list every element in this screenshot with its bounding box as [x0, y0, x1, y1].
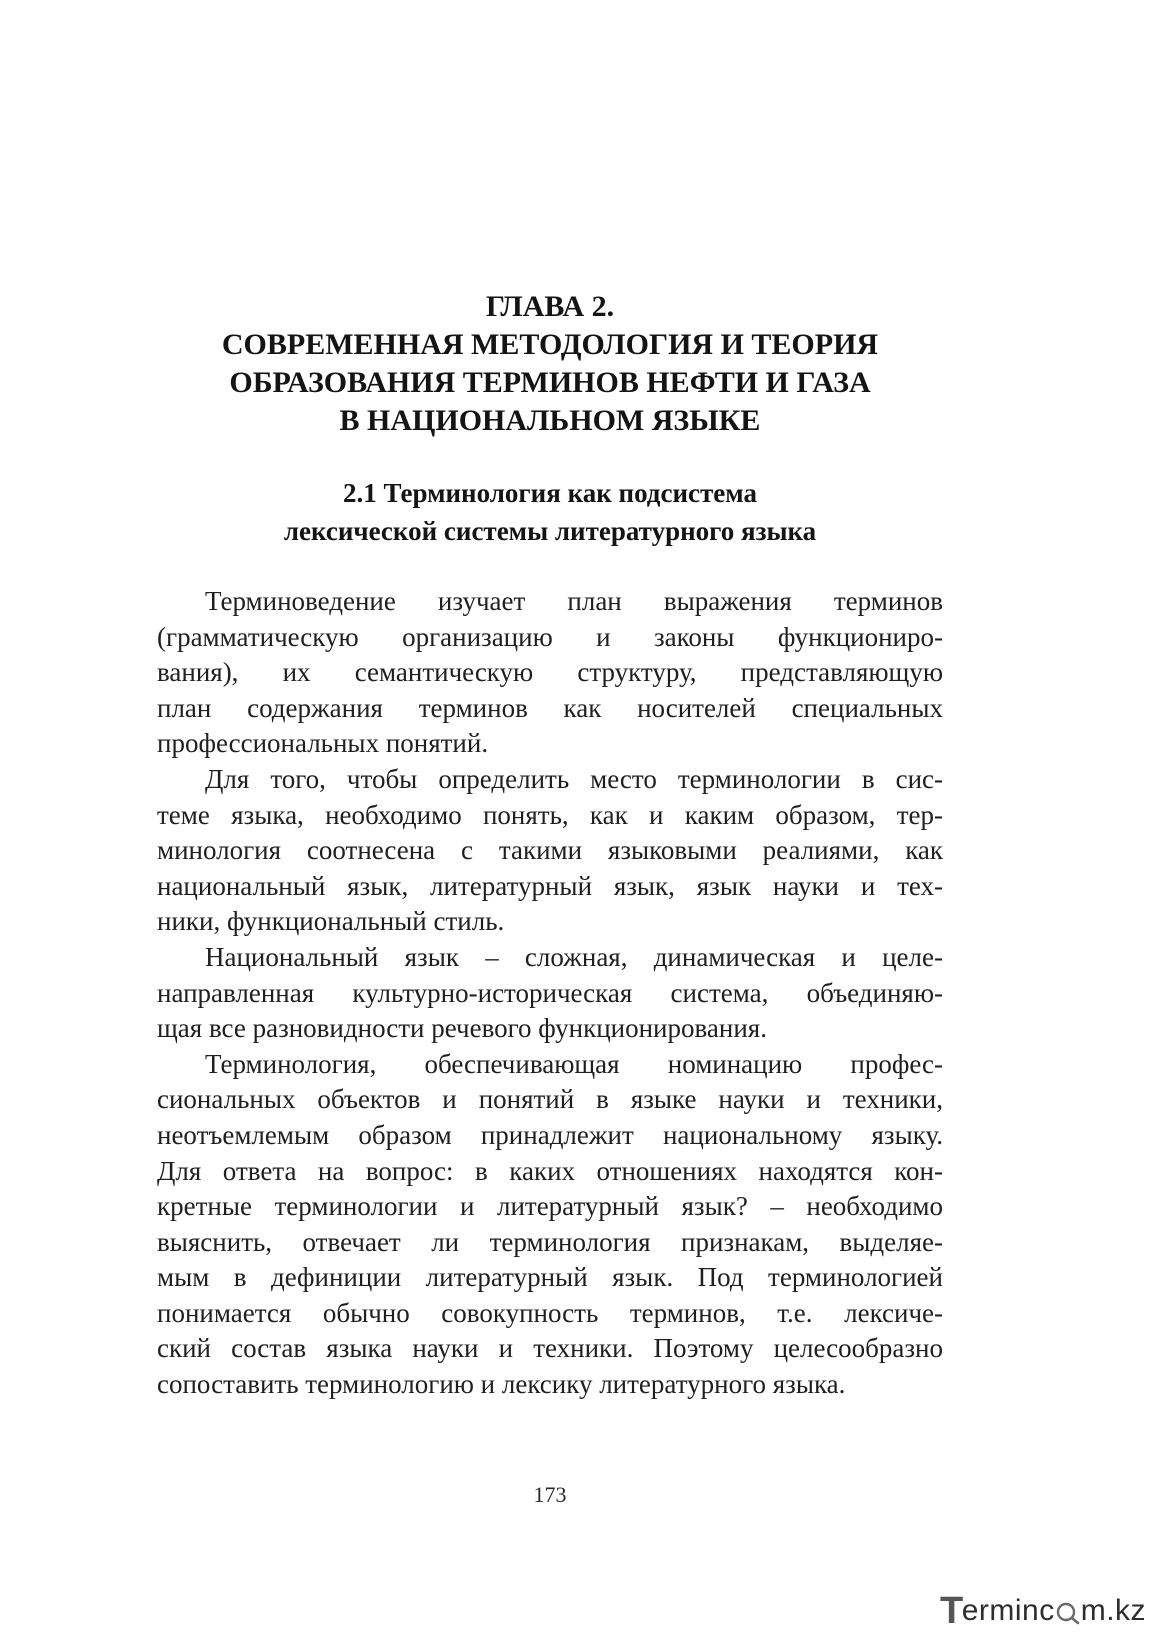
watermark-logo-text: m.kz: [1080, 1594, 1147, 1627]
text-line: ский состав языка науки и техники. Поэтому целесообразно: [157, 1333, 943, 1364]
chapter-title-line: СОВРЕМЕННАЯ МЕТОДОЛОГИЯ И ТЕОРИЯ: [221, 328, 879, 361]
chapter-title: [0, 288, 1100, 440]
watermark-logo-text: erminc: [961, 1594, 1055, 1627]
text-line: профессиональных понятий.: [157, 728, 489, 759]
chapter-title-line: ГЛАВА 2.: [485, 290, 615, 323]
text-line: ники, функциональный стиль.: [157, 906, 505, 937]
chapter-title-line: В НАЦИОНАЛЬНОМ ЯЗЫКЕ: [339, 404, 761, 437]
section-heading: [0, 474, 1100, 550]
text-line: минология соотнесена с такими языковыми реалиями, как: [157, 835, 943, 866]
page-number: 173: [533, 1482, 567, 1507]
text-line: национальный язык, литературный язык, язык науки и тех-: [157, 870, 943, 901]
section-heading-line: лексической системы литературного языка: [283, 516, 817, 546]
chapter-title-line: ОБРАЗОВАНИЯ ТЕРМИНОВ НЕФТИ И ГАЗА: [229, 366, 871, 399]
watermark-logo-t: T: [940, 1589, 964, 1632]
text-line: направленная культурно-историческая система, объединяю-: [157, 977, 943, 1008]
magnifier-icon: [1055, 1594, 1081, 1628]
text-line: Терминология, обеспечивающая номинацию профес-: [205, 1048, 943, 1079]
text-line: неотъемлемым образом принадлежит национальному языку.: [157, 1119, 943, 1150]
text-line: Для того, чтобы определить место терминологии в сис-: [205, 763, 943, 794]
text-line: Национальный язык – сложная, динамическая и целе-: [205, 941, 943, 972]
paragraph: [157, 762, 943, 940]
watermark-logo: [940, 1589, 1147, 1632]
paragraph: [157, 584, 943, 762]
text-line: щая все разновидности речевого функционирования.: [157, 1013, 767, 1044]
text-line: понимается обычно совокупность терминов, т.е. лексиче-: [157, 1297, 943, 1328]
text-line: вания), их семантическую структуру, представляющую: [157, 657, 943, 688]
text-line: мым в дефиниции литературный язык. Под терминологией: [157, 1262, 943, 1293]
text-line: Для ответа на вопрос: в каких отношениях находятся кон-: [157, 1155, 943, 1186]
text-line: сопоставить терминологию и лексику литературного языка.: [157, 1369, 846, 1400]
section-heading-line: 2.1 Терминология как подсистема: [343, 478, 757, 508]
text-line: теме языка, необходимо понять, как и каким образом, тер-: [157, 799, 943, 830]
text-line: кретные терминологии и литературный язык? – необходимо: [157, 1191, 943, 1222]
text-line: (грамматическую организацию и законы функциониро-: [157, 621, 943, 652]
text-line: план содержания терминов как носителей специальных: [157, 692, 943, 723]
body-text: [157, 584, 943, 1403]
text-line: сиональных объектов и понятий в языке науки и техники,: [157, 1084, 943, 1115]
text-line: Терминоведение изучает план выражения терминов: [205, 586, 943, 616]
paragraph: [157, 940, 943, 1047]
text-line: выяснить, отвечает ли терминология признакам, выделяе-: [157, 1226, 943, 1257]
paragraph: [157, 1047, 943, 1403]
